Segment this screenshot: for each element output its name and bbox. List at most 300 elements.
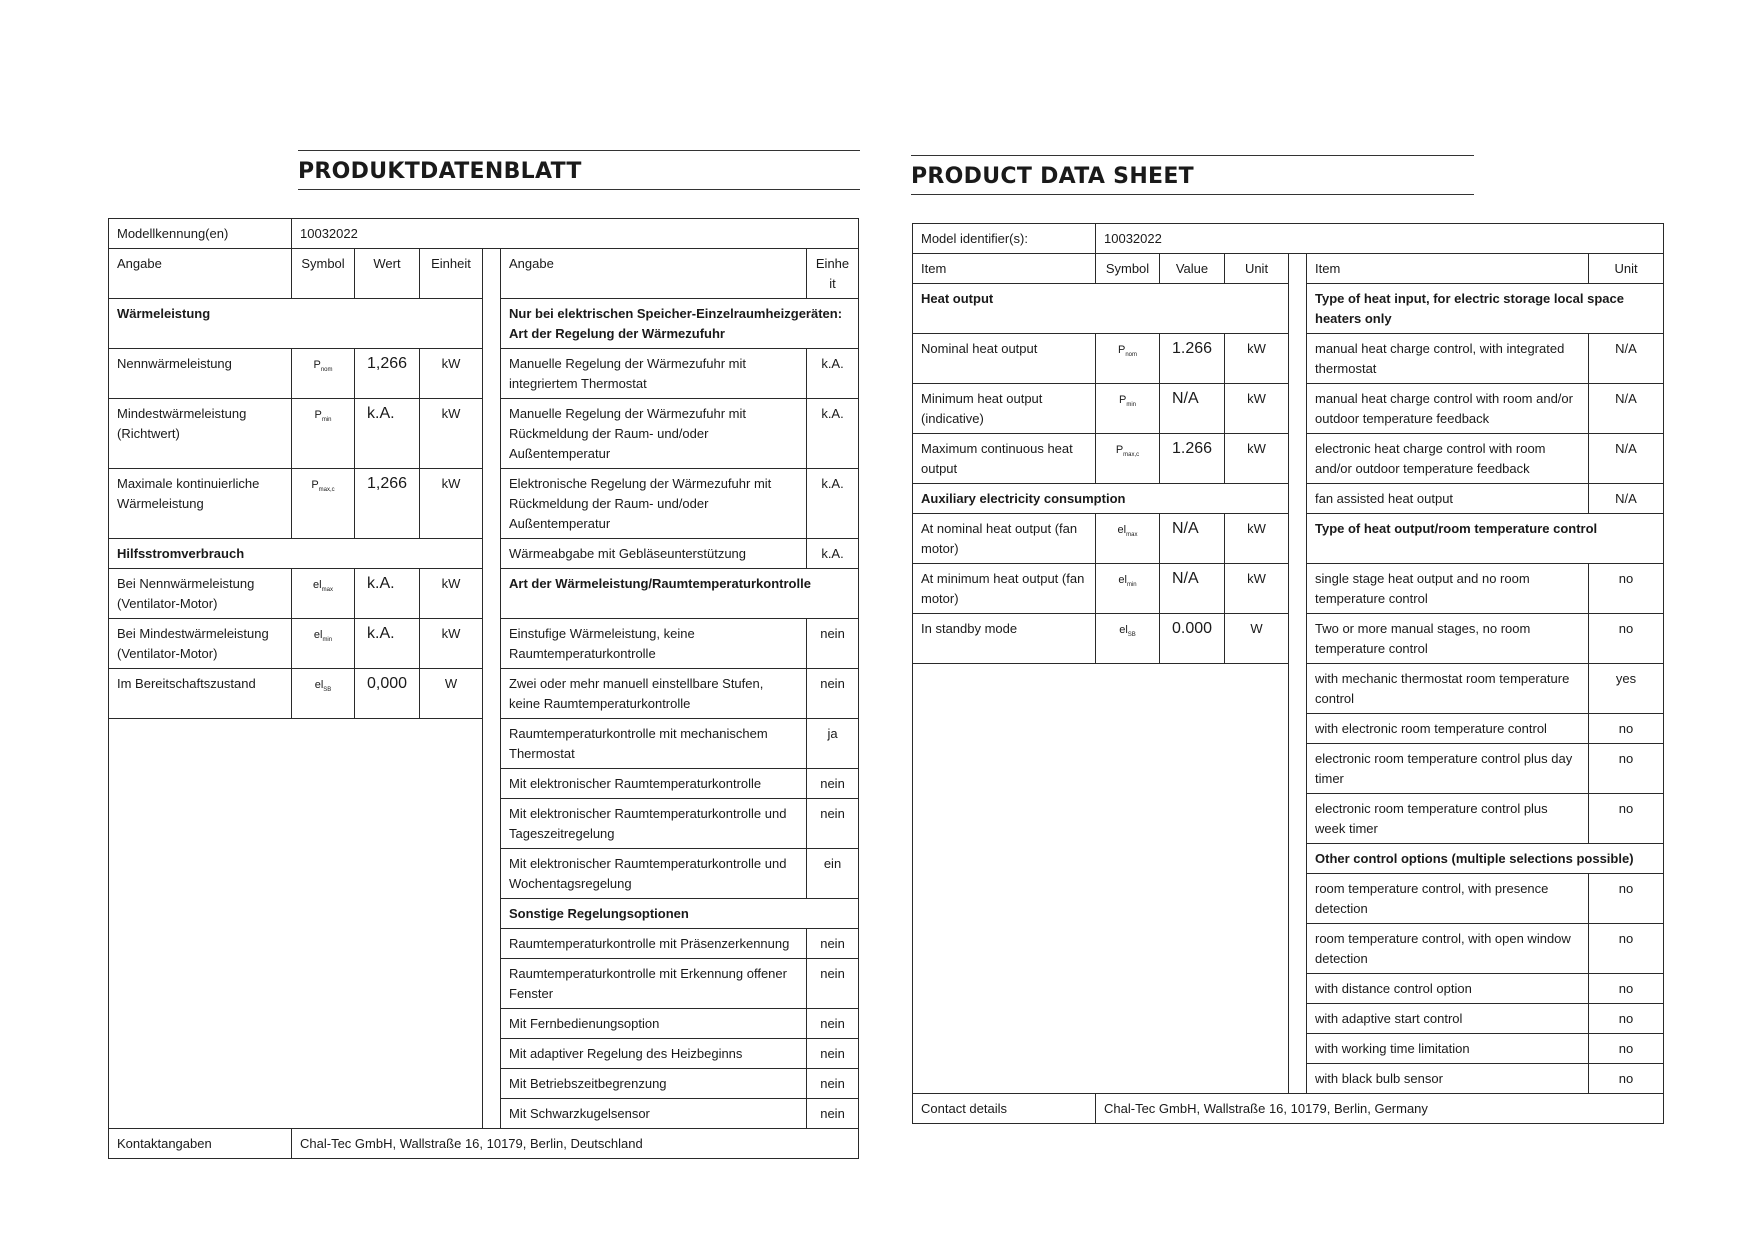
model-row — [109, 219, 859, 249]
gap — [483, 899, 501, 929]
other-item — [1307, 874, 1589, 924]
table-row — [109, 469, 859, 539]
gap — [483, 669, 501, 719]
control-item-text: single stage heat output and no room temperature control — [1315, 571, 1530, 606]
header-item2-text: Angabe — [509, 256, 554, 271]
header-symbol-text: Symbol — [1105, 261, 1150, 276]
contact-row — [913, 1094, 1664, 1124]
table-row — [109, 619, 859, 669]
other-item-value — [1589, 974, 1664, 1004]
contact-value — [292, 1129, 859, 1159]
aux-unit-text: W — [1250, 621, 1263, 636]
model-value-text: 10032022 — [1104, 231, 1162, 246]
control-item-value — [807, 799, 859, 849]
row-label-text: Maximale kontinuierliche Wärmeleistung — [117, 476, 260, 511]
aux-heading-text: Hilfsstromverbrauch — [117, 546, 245, 561]
row-item — [501, 399, 807, 469]
section-row — [109, 299, 859, 349]
row-item — [1307, 434, 1589, 484]
control-item — [501, 669, 807, 719]
other-item-value — [807, 1009, 859, 1039]
control-item-value-text: no — [1618, 571, 1634, 586]
other-item-value-text: nein — [820, 966, 845, 981]
other-item-value-text: nein — [820, 1106, 845, 1121]
table-row — [109, 569, 859, 619]
other-item-value — [1589, 1064, 1664, 1094]
table-row — [913, 614, 1664, 664]
aux-label — [913, 564, 1096, 614]
gap — [1289, 1034, 1307, 1064]
control-item-value — [807, 669, 859, 719]
symbol — [1117, 524, 1138, 539]
symbol-subscript: max — [321, 587, 333, 594]
symbol-subscript: SB — [323, 687, 332, 694]
symbol-subscript: max — [1126, 532, 1138, 539]
table-row — [109, 669, 859, 719]
row-unit-text: kW — [441, 406, 461, 421]
other-item-value-text: nein — [820, 1016, 845, 1031]
row-item-value — [1589, 434, 1664, 484]
fan-value-text: N/A — [1615, 491, 1637, 506]
symbol-letter: el — [314, 679, 324, 691]
table-row — [109, 719, 859, 769]
control-item — [1307, 664, 1589, 714]
control-heading-text: Type of heat output/room temperature control — [1315, 521, 1598, 536]
section-row — [109, 539, 859, 569]
other-item-text: room temperature control, with presence detection — [1315, 881, 1549, 916]
row-item-value-text: k.A. — [821, 356, 844, 371]
header-row — [109, 249, 859, 299]
storage-heading-text: Nur bei elektrischen Speicher-Einzelraumheizgeräten: Art der Regelung der Wärmezufuhr — [509, 306, 843, 341]
other-item-value-text: nein — [820, 936, 845, 951]
contact-value-text: Chal-Tec GmbH, Wallstraße 16, 10179, Berlin, Deutschland — [300, 1136, 643, 1151]
row-item-text: Manuelle Regelung der Wärmezufuhr mit Rückmeldung der Raum- und/oder Außentemperatur — [509, 406, 746, 461]
gap — [1289, 434, 1307, 484]
symbol — [311, 479, 335, 494]
header-symbol-text: Symbol — [301, 256, 345, 271]
control-item-value — [1589, 744, 1664, 794]
aux-unit — [1225, 514, 1289, 564]
heat-output-heading — [109, 299, 483, 349]
control-item-value — [807, 849, 859, 899]
symbol-subscript: nom — [1125, 352, 1137, 359]
control-item-text: with electronic room temperature control — [1315, 721, 1547, 736]
control-item-value — [1589, 794, 1664, 844]
row-item-text: electronic heat charge control with room and/or outdoor temperature feedback — [1315, 441, 1546, 476]
symbol — [1115, 444, 1140, 459]
section-row — [913, 284, 1664, 334]
empty-block — [913, 664, 1289, 1094]
symbol-subscript: min — [1126, 582, 1137, 589]
row-value — [1160, 334, 1225, 384]
other-item — [501, 1099, 807, 1129]
section-row — [913, 484, 1664, 514]
control-item-text: electronic room temperature control plus week timer — [1315, 801, 1548, 836]
aux-value — [355, 619, 420, 669]
aux-unit-text: kW — [441, 576, 461, 591]
gap — [483, 249, 501, 299]
row-value-text: 1,266 — [367, 475, 408, 492]
row-item-value — [807, 349, 859, 399]
other-item-text: Mit Fernbedienungsoption — [509, 1016, 660, 1031]
table-row — [913, 664, 1664, 714]
control-item-value-text: nein — [820, 626, 845, 641]
other-item-text: Mit Schwarzkugelsensor — [509, 1106, 650, 1121]
control-item-value — [1589, 614, 1664, 664]
aux-label-text: Bei Mindestwärmeleistung (Ventilator-Motor) — [117, 626, 269, 661]
data-table-de — [108, 218, 859, 1159]
other-item-value — [1589, 924, 1664, 974]
other-item — [501, 959, 807, 1009]
aux-unit — [420, 569, 483, 619]
header-unit — [420, 249, 483, 299]
contact-label-text: Kontaktangaben — [117, 1136, 212, 1151]
header-item2 — [501, 249, 807, 299]
aux-value — [1160, 514, 1225, 564]
row-unit-text: kW — [1247, 441, 1266, 456]
header-symbol — [1096, 254, 1160, 284]
header-item — [109, 249, 292, 299]
gap — [1289, 564, 1307, 614]
aux-value-text: k.A. — [367, 575, 395, 592]
aux-label-text: Im Bereitschaftszustand — [117, 676, 256, 691]
fan-value-text: k.A. — [821, 546, 844, 561]
gap — [1289, 254, 1307, 284]
gap — [483, 719, 501, 769]
header-value-text: Wert — [373, 256, 401, 271]
data-table-en — [912, 223, 1664, 1124]
other-item-value — [807, 1099, 859, 1129]
symbol-subscript: nom — [320, 367, 333, 374]
control-item-text: with mechanic thermostat room temperature control — [1315, 671, 1570, 706]
aux-value-text: N/A — [1172, 570, 1199, 587]
header-unit2 — [807, 249, 859, 299]
gap — [483, 769, 501, 799]
aux-label — [109, 619, 292, 669]
row-value-text: k.A. — [367, 405, 395, 422]
aux-value-text: N/A — [1172, 520, 1199, 537]
header-value — [1160, 254, 1225, 284]
row-unit — [1225, 384, 1289, 434]
gap — [483, 299, 501, 349]
fan-item-text: Wärmeabgabe mit Gebläseunterstützung — [509, 546, 747, 561]
symbol — [313, 579, 333, 594]
gap — [1289, 874, 1307, 924]
control-item-value-text: nein — [820, 676, 845, 691]
row-value-text: 1.266 — [1172, 340, 1213, 357]
row-item — [1307, 384, 1589, 434]
storage-heading — [1307, 284, 1664, 334]
aux-heading — [109, 539, 483, 569]
row-item-value-text: N/A — [1615, 391, 1637, 406]
gap — [483, 1039, 501, 1069]
aux-unit — [1225, 564, 1289, 614]
symbol-letter: P — [314, 409, 322, 421]
row-item-value — [807, 469, 859, 539]
row-label-text: Nominal heat output — [921, 341, 1038, 356]
page-title-de: PRODUKTDATENBLATT — [298, 150, 860, 190]
contact-label-text: Contact details — [921, 1101, 1007, 1116]
empty-block — [109, 719, 483, 1129]
other-heading-text: Sonstige Regelungsoptionen — [509, 906, 689, 921]
symbol — [314, 409, 332, 424]
contact-value — [1096, 1094, 1664, 1124]
symbol — [313, 359, 333, 374]
row-item-value — [807, 399, 859, 469]
row-item-value — [1589, 334, 1664, 384]
row-value-text: N/A — [1172, 390, 1199, 407]
row-symbol — [292, 469, 355, 539]
control-item-text: Mit elektronischer Raumtemperaturkontrolle und Tageszeitregelung — [509, 806, 787, 841]
control-item-value — [1589, 564, 1664, 614]
table-row — [913, 514, 1664, 564]
gap — [1289, 794, 1307, 844]
model-value-text: 10032022 — [300, 226, 358, 241]
row-item-text: Manuelle Regelung der Wärmezufuhr mit integriertem Thermostat — [509, 356, 746, 391]
symbol-letter: P — [311, 479, 319, 491]
row-unit — [420, 349, 483, 399]
header-unit2-text: Einheit — [815, 256, 850, 291]
control-item — [501, 849, 807, 899]
gap — [1289, 484, 1307, 514]
header-symbol — [292, 249, 355, 299]
other-item-value — [1589, 1004, 1664, 1034]
row-item — [501, 469, 807, 539]
model-label — [109, 219, 292, 249]
row-symbol — [1096, 434, 1160, 484]
other-item — [1307, 1064, 1589, 1094]
symbol — [313, 629, 333, 644]
gap — [483, 1009, 501, 1039]
gap — [1289, 514, 1307, 564]
model-label-text: Modellkennung(en) — [117, 226, 229, 241]
row-unit-text: kW — [441, 356, 461, 371]
aux-value — [355, 569, 420, 619]
control-item-text: Einstufige Wärmeleistung, keine Raumtemperaturkontrolle — [509, 626, 695, 661]
aux-label — [109, 569, 292, 619]
gap — [1289, 924, 1307, 974]
control-item-value-text: no — [1618, 751, 1634, 766]
header-unit2-text: Unit — [1614, 261, 1638, 276]
storage-heading — [501, 299, 859, 349]
symbol — [314, 679, 332, 694]
row-value — [1160, 384, 1225, 434]
symbol-subscript: SB — [1127, 632, 1136, 639]
other-item-value — [1589, 1034, 1664, 1064]
control-item-value — [807, 719, 859, 769]
control-heading-text: Art der Wärmeleistung/Raumtemperaturkontrolle — [509, 576, 811, 591]
other-item-text: Mit Betriebszeitbegrenzung — [509, 1076, 667, 1091]
aux-label-text: In standby mode — [921, 621, 1018, 636]
row-item-text: Elektronische Regelung der Wärmezufuhr mit Rückmeldung der Raum- und/oder Außentemperatur — [509, 476, 772, 531]
other-item-text: Raumtemperaturkontrolle mit Präsenzerkennung — [509, 936, 790, 951]
aux-symbol — [1096, 614, 1160, 664]
table-row — [109, 349, 859, 399]
table-row — [913, 434, 1664, 484]
gap — [483, 799, 501, 849]
row-label-text: Maximum continuous heat output — [921, 441, 1073, 476]
control-item — [501, 799, 807, 849]
aux-unit — [420, 619, 483, 669]
gap — [483, 569, 501, 619]
aux-label-text: At minimum heat output (fan motor) — [921, 571, 1085, 606]
symbol-letter: P — [313, 359, 321, 371]
gap — [1289, 614, 1307, 664]
heat-output-heading — [913, 284, 1289, 334]
other-item-value — [1589, 874, 1664, 924]
header-unit-text: Unit — [1244, 261, 1269, 276]
other-item-value-text: no — [1618, 1011, 1634, 1026]
other-item — [501, 1039, 807, 1069]
gap — [483, 959, 501, 1009]
other-item — [1307, 1034, 1589, 1064]
fan-value — [807, 539, 859, 569]
aux-label — [913, 614, 1096, 664]
gap — [483, 469, 501, 539]
other-item-value — [807, 1069, 859, 1099]
control-item-value — [1589, 664, 1664, 714]
aux-symbol — [292, 669, 355, 719]
row-unit — [420, 469, 483, 539]
aux-value — [1160, 614, 1225, 664]
row-item-value-text: N/A — [1615, 341, 1637, 356]
symbol-letter: P — [1118, 394, 1127, 406]
row-item-text: manual heat charge control, with integrated thermostat — [1315, 341, 1565, 376]
other-item-value-text: nein — [820, 1076, 845, 1091]
row-unit — [1225, 334, 1289, 384]
header-item-text: Item — [921, 261, 947, 276]
symbol-subscript: min — [321, 417, 332, 424]
control-item-text: Two or more manual stages, no room temperature control — [1315, 621, 1531, 656]
header-row — [913, 254, 1664, 284]
header-unit-text: Einheit — [431, 256, 471, 271]
other-item-text: room temperature control, with open window detection — [1315, 931, 1571, 966]
control-item — [1307, 794, 1589, 844]
table-row — [913, 334, 1664, 384]
other-item — [501, 1069, 807, 1099]
header-unit — [1225, 254, 1289, 284]
fan-value — [1589, 484, 1664, 514]
control-item-value-text: nein — [820, 776, 845, 791]
control-item-text: Raumtemperaturkontrolle mit mechanischem Thermostat — [509, 726, 768, 761]
control-item-text: Zwei oder mehr manuell einstellbare Stufen, keine Raumtemperaturkontrolle — [509, 676, 764, 711]
control-item-value-text: ja — [827, 726, 838, 741]
aux-label-text: Bei Nennwärmeleistung (Ventilator-Motor) — [117, 576, 255, 611]
control-item — [1307, 564, 1589, 614]
control-item — [1307, 614, 1589, 664]
model-value — [292, 219, 859, 249]
control-heading — [1307, 514, 1664, 564]
gap — [1289, 1004, 1307, 1034]
other-item-text: with working time limitation — [1315, 1041, 1470, 1056]
other-item-value-text: no — [1618, 1041, 1634, 1056]
row-item-value-text: N/A — [1615, 441, 1637, 456]
gap — [483, 539, 501, 569]
row-unit — [420, 399, 483, 469]
control-item-value — [1589, 714, 1664, 744]
other-item-value-text: nein — [820, 1046, 845, 1061]
row-value — [355, 349, 420, 399]
other-item-value — [807, 1039, 859, 1069]
aux-symbol — [1096, 564, 1160, 614]
header-item2 — [1307, 254, 1589, 284]
aux-label — [913, 514, 1096, 564]
heat-output-heading-text: Wärmeleistung — [117, 306, 211, 321]
model-label — [913, 224, 1096, 254]
symbol-letter: el — [1118, 574, 1127, 586]
gap — [1289, 664, 1307, 714]
row-label — [913, 384, 1096, 434]
control-item-value-text: no — [1618, 721, 1634, 736]
symbol-subscript: min — [322, 637, 333, 644]
control-heading — [501, 569, 859, 619]
symbol-subscript: max,c — [1123, 452, 1140, 459]
row-symbol — [292, 399, 355, 469]
heat-output-heading-text: Heat output — [921, 291, 994, 306]
other-item-value — [807, 929, 859, 959]
control-item-value-text: nein — [820, 806, 845, 821]
symbol-letter: P — [1115, 444, 1124, 456]
row-symbol — [1096, 334, 1160, 384]
aux-value — [1160, 564, 1225, 614]
row-label — [109, 349, 292, 399]
symbol — [1117, 344, 1137, 359]
fan-item — [1307, 484, 1589, 514]
row-value-text: 1,266 — [367, 355, 408, 372]
control-item — [1307, 714, 1589, 744]
row-item-value — [1589, 384, 1664, 434]
symbol-letter: el — [1117, 524, 1127, 536]
row-unit — [1225, 434, 1289, 484]
row-symbol — [292, 349, 355, 399]
other-item — [1307, 1004, 1589, 1034]
table-row — [109, 399, 859, 469]
row-value — [1160, 434, 1225, 484]
table-row — [913, 564, 1664, 614]
other-item-text: with black bulb sensor — [1315, 1071, 1443, 1086]
symbol-letter: P — [1117, 344, 1126, 356]
aux-label-text: At nominal heat output (fan motor) — [921, 521, 1078, 556]
other-item-value-text: no — [1618, 931, 1634, 946]
control-item — [1307, 744, 1589, 794]
contact-label — [109, 1129, 292, 1159]
other-item-text: Mit adaptiver Regelung des Heizbeginns — [509, 1046, 743, 1061]
gap — [1289, 844, 1307, 874]
header-unit2 — [1589, 254, 1664, 284]
gap — [483, 1099, 501, 1129]
gap — [1289, 1064, 1307, 1094]
row-symbol — [1096, 384, 1160, 434]
other-item — [501, 1009, 807, 1039]
other-item-value — [807, 959, 859, 1009]
aux-label — [109, 669, 292, 719]
symbol — [1118, 574, 1137, 589]
aux-value-text: k.A. — [367, 625, 395, 642]
symbol-letter: el — [313, 629, 323, 641]
row-label — [913, 434, 1096, 484]
gap — [1289, 384, 1307, 434]
aux-symbol — [1096, 514, 1160, 564]
aux-value-text: 0,000 — [367, 675, 408, 692]
contact-row — [109, 1129, 859, 1159]
row-item-value-text: k.A. — [821, 476, 844, 491]
row-item-value-text: k.A. — [821, 406, 844, 421]
symbol-subscript: max,c — [318, 487, 335, 494]
row-value — [355, 469, 420, 539]
control-item — [501, 769, 807, 799]
row-label — [913, 334, 1096, 384]
aux-unit-text: kW — [441, 626, 461, 641]
